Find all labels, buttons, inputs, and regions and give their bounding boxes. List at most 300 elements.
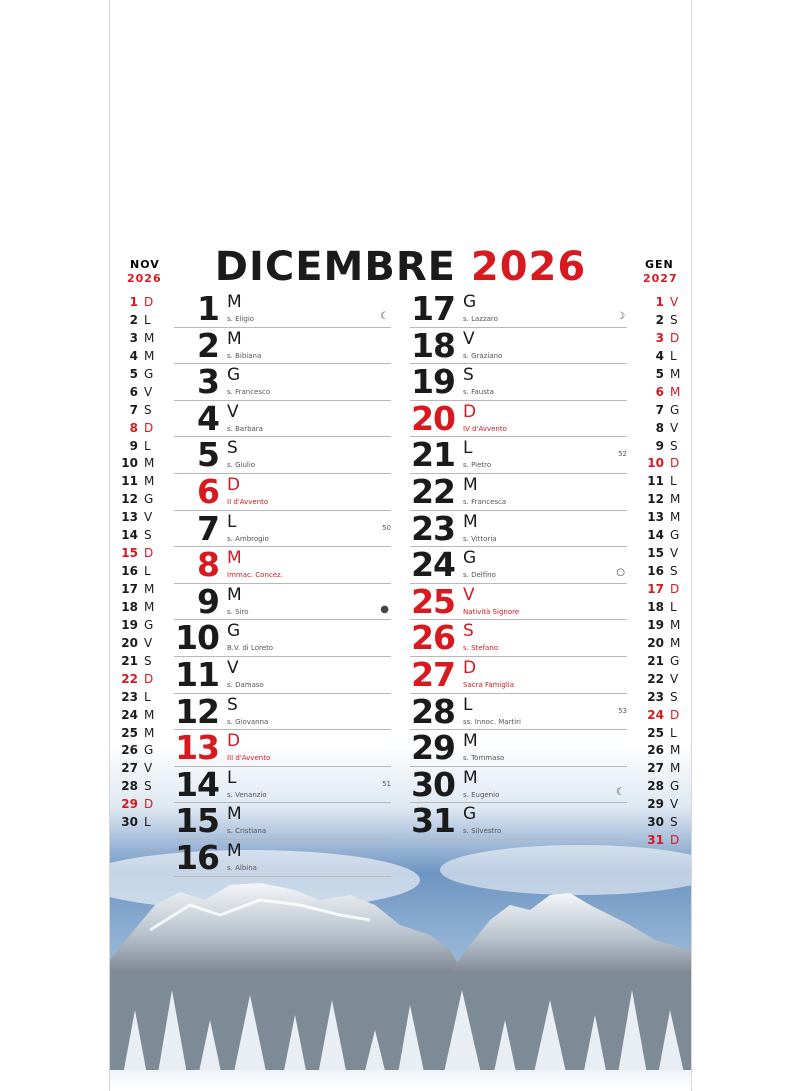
mini-day-number: 19 (121, 617, 138, 632)
mini-day-number: 17 (647, 582, 664, 596)
mini-day-number: 9 (655, 438, 664, 453)
mini-weekday-letter: M (670, 635, 681, 650)
mini-day-number: 14 (121, 528, 138, 543)
mini-weekday-letter: S (670, 815, 678, 830)
day-number: 26 (411, 618, 455, 658)
mini-weekday-letter: V (144, 384, 153, 399)
day-row (174, 803, 391, 840)
weekday-letter: G (463, 292, 477, 312)
mini-day-number: 12 (647, 492, 664, 507)
mini-day-number: 21 (647, 653, 664, 668)
mini-day-number: 28 (647, 779, 664, 794)
mini-weekday-letter: M (144, 707, 155, 722)
mini-day-number: 28 (121, 779, 138, 794)
week-number: 51 (382, 779, 391, 788)
mini-weekday-letter: L (670, 474, 677, 489)
mini-weekday-letter: G (670, 653, 680, 668)
saint-name: s. Giulio (227, 461, 256, 470)
mini-day-row (640, 437, 688, 455)
day-row (410, 730, 627, 767)
new-moon-icon: ● (380, 603, 389, 615)
mini-weekday-letter: G (670, 402, 680, 417)
day-number: 20 (411, 398, 455, 438)
mini-weekday-letter: M (144, 348, 155, 363)
mini-day-number: 11 (121, 474, 138, 489)
mini-weekday-letter: S (144, 653, 152, 668)
day-number: 25 (411, 581, 455, 621)
mini-weekday-letter: M (670, 761, 681, 776)
mini-weekday-letter: S (670, 564, 678, 579)
mini-day-number: 20 (647, 635, 664, 650)
weekday-letter: D (227, 474, 241, 495)
day-row (174, 291, 391, 328)
mini-day-row (114, 580, 162, 598)
mini-weekday-letter: M (670, 617, 681, 632)
mini-day-row (114, 347, 162, 365)
mini-day-number: 11 (647, 474, 664, 489)
weekday-letter: M (227, 840, 242, 861)
day-row (174, 325, 391, 365)
saint-name: s. Giovanna (227, 717, 269, 726)
mini-day-number: 24 (647, 707, 664, 722)
weekday-letter: M (463, 511, 478, 532)
day-number: 11 (175, 654, 219, 694)
day-number: 4 (197, 398, 219, 438)
mini-weekday-letter: D (144, 420, 154, 435)
mini-day-row (640, 401, 688, 419)
day-number: 14 (175, 764, 219, 804)
mini-weekday-letter: G (144, 743, 154, 758)
saint-name: ss. Innoc. Martiri (463, 717, 521, 726)
day-number: 6 (197, 471, 219, 511)
mini-day-number: 13 (121, 510, 138, 525)
mini-weekday-letter: D (144, 546, 154, 561)
mini-weekday-letter: V (670, 671, 679, 686)
mini-weekday-letter: S (670, 689, 678, 704)
mini-weekday-letter: M (144, 582, 155, 596)
mini-weekday-letter: M (670, 366, 681, 381)
mini-day-number: 30 (121, 815, 138, 830)
mini-day-row (114, 401, 162, 419)
mini-day-number: 23 (121, 689, 138, 704)
mini-day-number: 1 (129, 295, 138, 309)
saint-name: s. Francesca (463, 497, 507, 506)
saint-name: s. Silvestro (463, 827, 502, 836)
mini-weekday-letter: D (670, 456, 680, 471)
saint-name: s. Barbara (227, 424, 263, 433)
mini-weekday-letter: L (144, 689, 151, 704)
weekday-letter: L (227, 511, 237, 532)
day-row (410, 508, 627, 548)
day-row (174, 730, 391, 767)
day-number: 15 (175, 801, 219, 841)
first-quarter-moon-icon: ☽ (616, 311, 625, 322)
mini-weekday-letter: V (144, 510, 153, 525)
prev-month-days (114, 293, 162, 831)
weekday-letter: G (463, 804, 477, 825)
mini-weekday-letter: L (144, 564, 151, 579)
day-number: 31 (411, 801, 455, 841)
weekday-letter: G (227, 365, 241, 386)
mini-day-row (114, 490, 162, 508)
mini-weekday-letter: M (144, 330, 155, 345)
saint-name: s. Francesco (227, 388, 271, 397)
weekday-letter: S (463, 621, 474, 642)
day-row (410, 291, 627, 328)
saint-name: s. Bibiana (227, 351, 262, 360)
mini-day-row (114, 437, 162, 455)
year-number: 2026 (470, 244, 587, 290)
mini-day-number: 23 (647, 689, 664, 704)
weekday-letter: S (463, 365, 474, 386)
mini-day-number: 27 (647, 761, 664, 776)
mini-day-row (640, 652, 688, 670)
mini-day-number: 14 (647, 528, 664, 543)
day-number: 13 (175, 728, 219, 768)
mini-day-row (114, 670, 162, 688)
mini-weekday-letter: S (144, 779, 152, 794)
day-number: 29 (411, 728, 455, 768)
saint-name: s. Tommaso (463, 754, 505, 763)
day-column-right (410, 291, 627, 840)
mini-weekday-letter: G (670, 779, 680, 794)
mini-day-row (114, 759, 162, 777)
day-number: 24 (411, 545, 455, 585)
day-number: 23 (411, 508, 455, 548)
last-quarter-moon-icon: ☾ (380, 311, 389, 322)
mini-day-row (114, 329, 162, 347)
mini-day-number: 29 (647, 797, 664, 812)
mini-day-row (640, 544, 688, 562)
saint-name: s. Albina (227, 863, 257, 872)
mini-weekday-letter: M (670, 492, 681, 507)
day-row (174, 471, 391, 511)
mini-day-row (640, 347, 688, 365)
mini-day-row (114, 813, 162, 831)
saint-name: IV d'Avvento (463, 424, 507, 433)
mini-day-row (114, 544, 162, 562)
mini-day-row (114, 598, 162, 616)
mini-day-row (114, 293, 162, 311)
day-number: 27 (411, 654, 455, 694)
month-title (110, 244, 691, 290)
mini-day-row (640, 454, 688, 472)
day-number: 22 (411, 471, 455, 511)
day-number: 17 (411, 289, 455, 328)
full-moon-icon: ○ (616, 567, 625, 579)
mini-day-number: 19 (647, 617, 664, 632)
mini-day-number: 7 (129, 402, 138, 417)
mini-weekday-letter: G (144, 366, 154, 381)
day-number: 5 (197, 435, 219, 475)
mini-day-number: 20 (121, 635, 138, 650)
day-number: 1 (197, 289, 219, 328)
saint-name: s. Vittoria (463, 534, 497, 543)
mini-day-number: 31 (647, 833, 664, 848)
weekday-letter: D (463, 657, 477, 678)
day-number: 28 (411, 691, 455, 731)
mini-day-number: 13 (647, 510, 664, 525)
mini-day-row (114, 616, 162, 634)
weekday-letter: G (463, 548, 477, 569)
day-row (174, 764, 391, 804)
weekday-letter: M (463, 767, 478, 788)
mini-day-row (640, 526, 688, 544)
weekday-letter: S (227, 438, 238, 459)
mini-day-number: 5 (655, 366, 664, 381)
mini-day-number: 26 (647, 743, 664, 758)
weekday-letter: V (227, 401, 239, 422)
mini-day-row (114, 724, 162, 742)
weekday-letter: D (227, 731, 241, 752)
mini-day-row (114, 795, 162, 813)
mini-weekday-letter: G (144, 492, 154, 507)
mini-weekday-letter: M (670, 510, 681, 525)
mini-day-row (640, 329, 688, 347)
day-number: 8 (197, 545, 219, 585)
day-row (410, 654, 627, 694)
mini-day-row (640, 616, 688, 634)
mini-day-number: 10 (121, 456, 138, 471)
next-month-name: GEN (645, 258, 674, 271)
mini-day-row (640, 724, 688, 742)
saint-name: s. Ambrogio (227, 534, 269, 543)
day-row (410, 764, 627, 804)
mini-day-row (114, 562, 162, 580)
mini-day-number: 1 (655, 295, 664, 309)
mini-weekday-letter: M (144, 599, 155, 614)
day-row (410, 620, 627, 657)
mini-day-number: 25 (121, 725, 138, 740)
saint-name: s. Eugenio (463, 790, 500, 799)
mini-weekday-letter: M (670, 384, 681, 399)
mini-weekday-letter: L (670, 348, 677, 363)
mini-weekday-letter: V (144, 635, 153, 650)
saint-name: s. Fausta (463, 388, 494, 397)
mini-weekday-letter: D (144, 671, 154, 686)
mini-day-row (640, 706, 688, 724)
next-month-year: 2027 (643, 272, 678, 285)
mini-day-row (640, 670, 688, 688)
mini-day-number: 21 (121, 653, 138, 668)
day-number: 12 (175, 691, 219, 731)
mini-day-row (640, 813, 688, 831)
mini-weekday-letter: S (144, 528, 152, 543)
mini-day-number: 25 (647, 725, 664, 740)
saint-name: III d'Avvento (227, 754, 271, 763)
mini-day-row (114, 741, 162, 759)
day-row (174, 620, 391, 657)
mini-day-number: 2 (129, 312, 138, 327)
mini-day-number: 22 (647, 671, 664, 686)
mini-day-number: 18 (121, 599, 138, 614)
mini-weekday-letter: V (670, 546, 679, 561)
mini-weekday-letter: L (144, 438, 151, 453)
week-number: 52 (618, 450, 627, 459)
calendar-sheet (109, 0, 692, 1091)
mini-day-row (640, 634, 688, 652)
weekday-letter: L (227, 767, 237, 788)
saint-name: Natività Signore (463, 607, 520, 616)
day-row (174, 547, 391, 584)
mini-day-number: 26 (121, 743, 138, 758)
mini-weekday-letter: M (144, 474, 155, 489)
weekday-letter: M (227, 328, 242, 349)
mini-day-row (114, 508, 162, 526)
mini-day-number: 10 (647, 456, 664, 471)
mini-weekday-letter: D (670, 707, 680, 722)
mini-day-row (640, 741, 688, 759)
mini-day-row (114, 365, 162, 383)
saint-name: s. Graziano (463, 351, 503, 360)
mini-weekday-letter: M (144, 725, 155, 740)
day-row (410, 691, 627, 731)
day-number: 18 (411, 325, 455, 365)
mini-day-row (640, 490, 688, 508)
saint-name: B.V. di Loreto (227, 644, 274, 653)
mini-day-number: 15 (121, 546, 138, 561)
mini-weekday-letter: D (670, 582, 680, 596)
weekday-letter: M (227, 548, 242, 569)
day-row (410, 364, 627, 401)
prev-month-panel (114, 258, 162, 831)
mini-day-row (640, 293, 688, 311)
mini-weekday-letter: V (670, 797, 679, 812)
mini-day-number: 2 (655, 312, 664, 327)
mini-day-number: 9 (129, 438, 138, 453)
mini-weekday-letter: L (144, 312, 151, 327)
saint-name: s. Pietro (463, 461, 492, 470)
mini-day-row (114, 419, 162, 437)
mini-day-number: 27 (121, 761, 138, 776)
saint-name: II d'Avvento (227, 497, 269, 506)
saint-name: s. Eligio (227, 315, 255, 323)
day-row (410, 325, 627, 365)
mini-day-number: 17 (121, 582, 138, 596)
mini-day-row (640, 598, 688, 616)
mini-day-number: 4 (655, 348, 664, 363)
day-number: 19 (411, 362, 455, 402)
mini-weekday-letter: L (670, 725, 677, 740)
mini-day-number: 18 (647, 599, 664, 614)
mini-weekday-letter: S (144, 402, 152, 417)
saint-name: Immac. Concez. (227, 571, 283, 580)
weekday-letter: G (227, 621, 241, 642)
mini-day-row (640, 795, 688, 813)
day-row (174, 508, 391, 548)
mini-day-number: 3 (129, 330, 138, 345)
mini-day-number: 29 (121, 797, 138, 812)
mini-day-number: 12 (121, 492, 138, 507)
mini-day-number: 5 (129, 366, 138, 381)
day-number: 10 (175, 618, 219, 658)
mini-day-row (640, 831, 688, 849)
mini-day-row (640, 383, 688, 401)
saint-name: Sacra Famiglia (463, 680, 515, 689)
day-number: 7 (197, 508, 219, 548)
mini-day-row (640, 419, 688, 437)
mini-weekday-letter: L (670, 599, 677, 614)
day-row (174, 364, 391, 401)
mini-weekday-letter: M (144, 456, 155, 471)
mini-day-row (114, 688, 162, 706)
day-row (410, 471, 627, 511)
mini-weekday-letter: M (670, 743, 681, 758)
mini-day-number: 22 (121, 671, 138, 686)
mini-day-row (640, 759, 688, 777)
day-number: 16 (175, 837, 219, 877)
mini-day-row (114, 526, 162, 544)
mini-day-row (640, 777, 688, 795)
day-row (174, 654, 391, 694)
mini-day-number: 6 (655, 384, 664, 399)
next-month-days (640, 293, 688, 849)
mini-day-row (114, 472, 162, 490)
mini-day-number: 6 (129, 384, 138, 399)
saint-name: s. Venanzio (227, 790, 267, 799)
weekday-letter: V (227, 657, 239, 678)
saint-name: s. Lazzaro (463, 315, 498, 323)
day-number: 30 (411, 764, 455, 804)
day-row (410, 581, 627, 621)
mini-day-row (114, 652, 162, 670)
day-number: 3 (197, 362, 219, 402)
mini-day-row (640, 562, 688, 580)
mini-day-number: 8 (129, 420, 138, 435)
weekday-letter: V (463, 584, 475, 605)
mini-day-number: 16 (647, 564, 664, 579)
month-name: DICEMBRE (214, 244, 456, 290)
mini-weekday-letter: D (144, 295, 154, 309)
mini-day-row (114, 706, 162, 724)
day-row (410, 398, 627, 438)
mini-day-number: 30 (647, 815, 664, 830)
mini-weekday-letter: V (670, 295, 679, 309)
mini-day-row (640, 580, 688, 598)
mini-weekday-letter: D (144, 797, 154, 812)
weekday-letter: M (227, 804, 242, 825)
weekday-letter: M (227, 584, 242, 605)
day-row (174, 581, 391, 621)
day-row (410, 803, 627, 840)
mini-day-row (640, 311, 688, 329)
mini-day-number: 3 (655, 330, 664, 345)
mini-day-row (640, 472, 688, 490)
prev-month-name: NOV (130, 258, 160, 271)
mini-day-row (114, 383, 162, 401)
mini-weekday-letter: S (670, 438, 678, 453)
weekday-letter: D (463, 401, 477, 422)
last-quarter-moon-icon: ☾ (616, 786, 625, 798)
saint-name: s. Damaso (227, 680, 264, 689)
week-number: 50 (382, 523, 391, 532)
week-number: 53 (618, 706, 627, 715)
day-row (410, 547, 627, 584)
weekday-letter: M (227, 292, 242, 312)
weekday-letter: L (463, 438, 473, 459)
mini-day-row (114, 777, 162, 795)
day-number: 9 (197, 581, 219, 621)
day-row (174, 437, 391, 474)
saint-name: s. Stefano (463, 644, 499, 653)
mini-day-number: 4 (129, 348, 138, 363)
mini-day-number: 24 (121, 707, 138, 722)
weekday-letter: M (463, 474, 478, 495)
weekday-letter: S (227, 694, 238, 715)
day-number: 21 (411, 435, 455, 475)
day-row (174, 837, 391, 877)
mini-weekday-letter: L (144, 815, 151, 830)
